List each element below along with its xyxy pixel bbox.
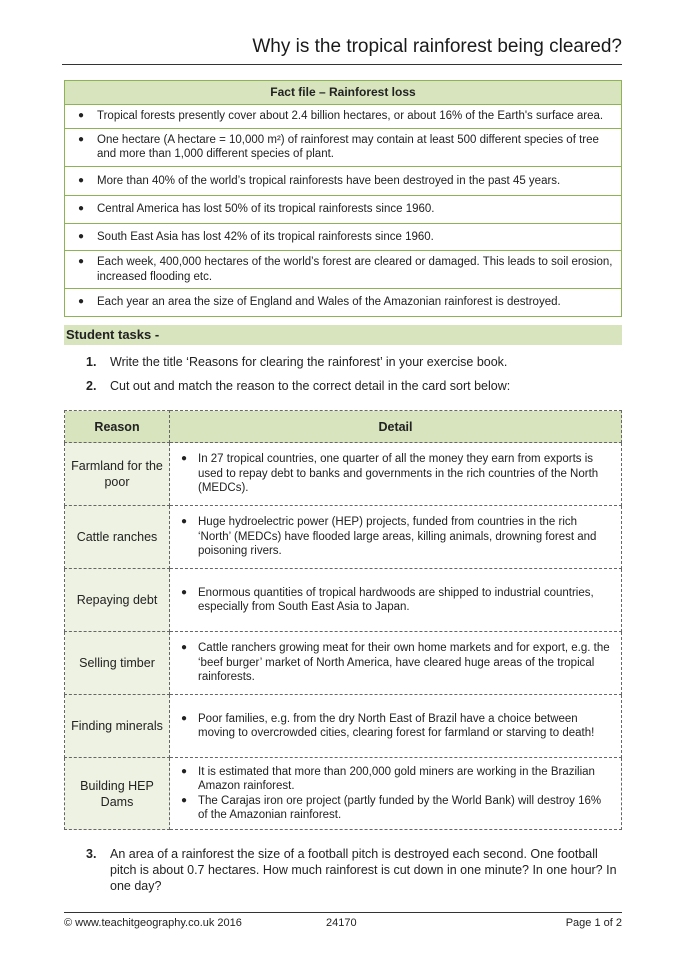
bullet-icon: ● — [77, 110, 85, 121]
bullet-icon: ● — [77, 256, 85, 267]
detail-card[interactable]: ● Poor families, e.g. from the dry North East of Brazil have a choice between moving to overcrowded cities, clearing forest for farmland or starving to death! — [170, 695, 622, 758]
reason-card[interactable]: Finding minerals — [65, 695, 170, 758]
detail-card[interactable]: ● In 27 tropical countries, one quarter of all the money they earn from exports is used to repay debt to banks and governments in the rich countries of the North (MEDCs). — [170, 443, 622, 506]
bullet-icon: ● — [77, 203, 85, 214]
bullet-icon: ● — [180, 516, 188, 528]
table-row — [65, 695, 622, 758]
bullet-icon: ● — [180, 586, 188, 598]
card-sort-table — [64, 410, 622, 830]
reason-card[interactable]: Selling timber — [65, 632, 170, 695]
bullet-icon: ● — [77, 133, 85, 145]
copyright-text: © www.teachitgeography.co.uk 2016 — [64, 917, 242, 929]
reason-card[interactable]: Cattle ranches — [65, 506, 170, 569]
page-number: Page 1 of 2 — [565, 917, 622, 929]
task-item: 2. Cut out and match the reason to the correct detail in the card sort below: — [86, 379, 511, 393]
fact-file-heading: Fact file – Rainforest loss — [65, 81, 621, 105]
reason-header: Reason — [65, 411, 170, 443]
task-item: 1. Write the title ‘Reasons for clearing the rainforest’ in your exercise book. — [86, 355, 508, 369]
table-row — [65, 569, 622, 632]
bullet-icon: ● — [180, 642, 188, 654]
table-row — [65, 443, 622, 506]
table-row — [65, 506, 622, 569]
bullet-icon: ● — [77, 174, 85, 186]
bullet-icon: ● — [180, 765, 188, 777]
table-header-row — [65, 411, 622, 443]
page-title: Why is the tropical rainforest being cleared? — [62, 36, 622, 65]
fact-item: ● Each year an area the size of England and Wales of the Amazonian rainforest is destroyed. — [65, 289, 621, 316]
bullet-icon: ● — [77, 296, 85, 307]
fact-item: ● South East Asia has lost 42% of its tropical rainforests since 1960. — [65, 224, 621, 252]
task-item: 3. An area of a rainforest the size of a football pitch is destroyed each second. One football pitch is about 0.7 hectares. How much rainforest is cut down in one minute? In one hour? In one day? — [86, 847, 617, 893]
bullet-icon: ● — [180, 453, 188, 465]
table-row — [65, 758, 622, 830]
detail-card[interactable]: ● Huge hydroelectric power (HEP) projects, funded from countries in the rich ‘North’ (MEDCs) have flooded large areas, killing animals, drowning forest and poisoning rivers. — [170, 506, 622, 569]
bullet-icon: ● — [180, 794, 188, 806]
detail-card[interactable]: ● It is estimated that more than 200,000 gold miners are working in the Brazilian Amazon rainforest. ● The Carajas iron ore project (partly funded by the World Bank) will destroy 16% of the Amazonian rainforest. — [170, 758, 622, 830]
resource-code: 24170 — [326, 917, 357, 929]
fact-item: ● More than 40% of the world’s tropical rainforests have been destroyed in the past 45 years. — [65, 167, 621, 197]
page-footer — [64, 912, 622, 929]
fact-file-box — [64, 80, 622, 317]
student-tasks-heading: Student tasks - — [64, 325, 622, 345]
reason-card[interactable]: Repaying debt — [65, 569, 170, 632]
fact-item: ● Each week, 400,000 hectares of the world’s forest are cleared or damaged. This leads to soil erosion, increased flooding etc. — [65, 251, 621, 289]
table-row — [65, 632, 622, 695]
bullet-icon: ● — [77, 230, 85, 242]
fact-item: ● Central America has lost 50% of its tropical rainforests since 1960. — [65, 196, 621, 224]
reason-card[interactable]: Building HEP Dams — [65, 758, 170, 830]
reason-card[interactable]: Farmland for the poor — [65, 443, 170, 506]
fact-item: ● Tropical forests presently cover about 2.4 billion hectares, or about 16% of the Earth's surface area. — [65, 105, 621, 129]
fact-item: ● One hectare (A hectare = 10,000 m²) of rainforest may contain at least 500 different species of tree and more than 1,000 different species of plant. — [65, 129, 621, 167]
bullet-icon: ● — [180, 712, 188, 724]
detail-header: Detail — [170, 411, 622, 443]
detail-card[interactable]: ● Cattle ranchers growing meat for their own home markets and for export, e.g. the ‘beef burger’ market of North America, have cleared huge areas of the tropical rainforests. — [170, 632, 622, 695]
detail-card[interactable]: ● Enormous quantities of tropical hardwoods are shipped to industrial countries, especially from South East Asia to Japan. — [170, 569, 622, 632]
